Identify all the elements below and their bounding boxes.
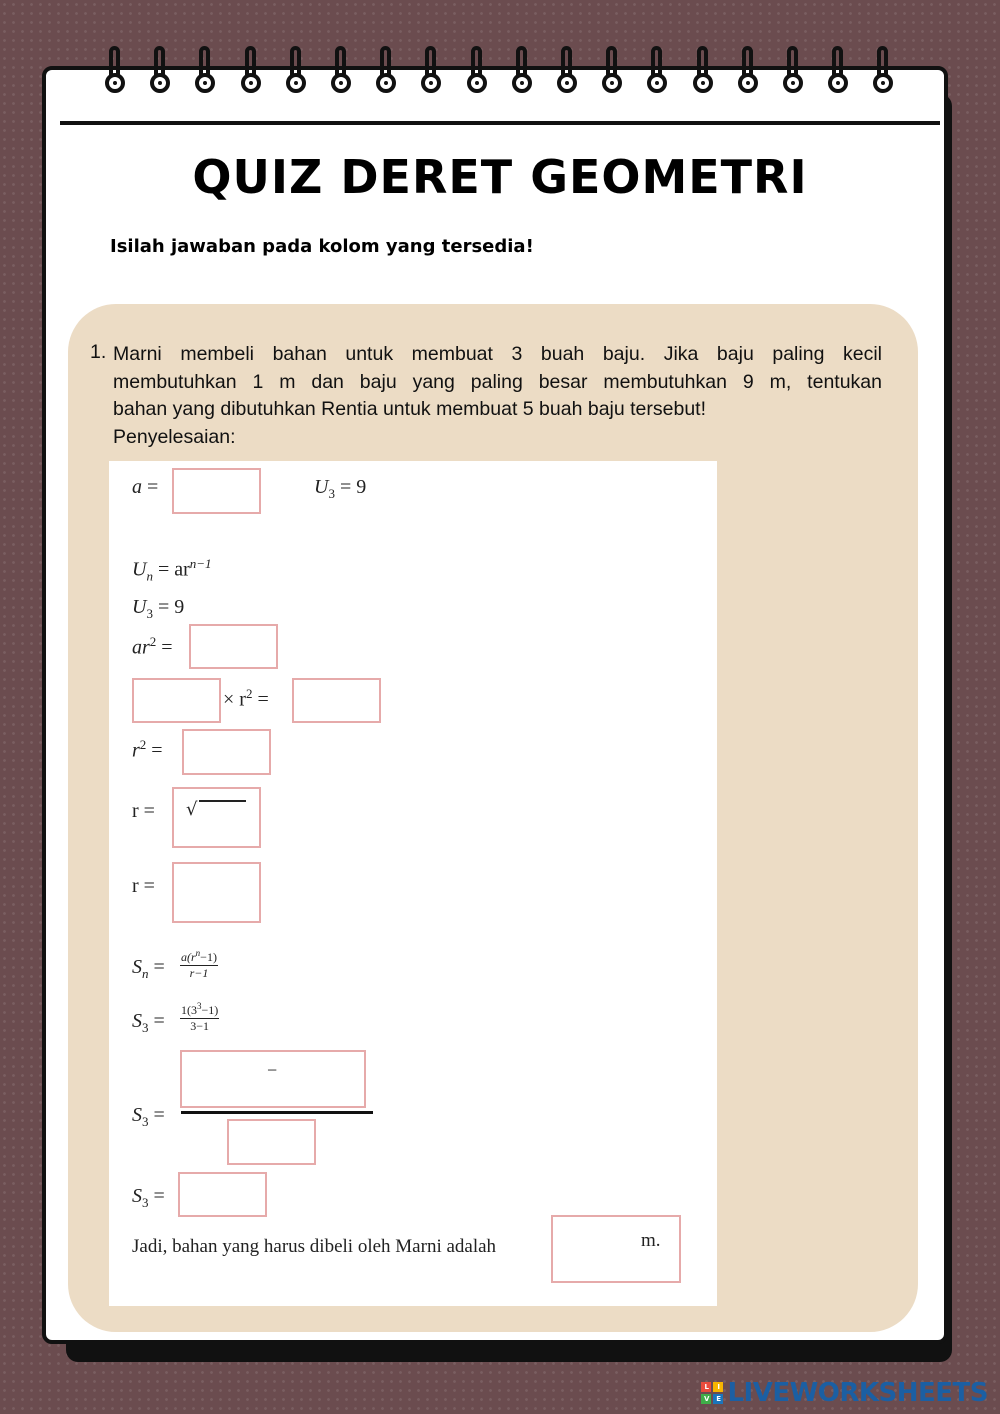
sn-label: $S_n$ =	[132, 956, 165, 981]
spiral-ring	[286, 46, 306, 94]
answer-sqrt-input[interactable]	[172, 787, 261, 848]
spiral-ring	[602, 46, 622, 94]
spiral-ring	[467, 46, 487, 94]
spiral-ring	[105, 46, 125, 94]
logo-cell: I	[713, 1382, 723, 1392]
logo-cell: V	[701, 1394, 711, 1404]
answer-a-input[interactable]	[172, 468, 261, 514]
spiral-ring	[512, 46, 532, 94]
r-label: r =	[132, 800, 155, 822]
ar2-label: $ar^2$ =	[132, 634, 173, 659]
logo-cell: L	[701, 1382, 711, 1392]
sn-fraction: $\frac{a(r^n-1)}{r-1}$	[181, 948, 217, 980]
logo-cell: E	[713, 1394, 723, 1404]
sqrt-icon: √	[186, 799, 198, 820]
spiral-ring	[693, 46, 713, 94]
instruction-text: Isilah jawaban pada kolom yang tersedia!	[110, 236, 534, 257]
spiral-ring	[738, 46, 758, 94]
spiral-ring	[241, 46, 261, 94]
s3-fraction: $\frac{1(3^3-1)}{3-1}$	[181, 1001, 219, 1033]
spiral-ring	[557, 46, 577, 94]
answer-denominator-input[interactable]	[227, 1119, 316, 1165]
answer-numerator-input[interactable]	[180, 1050, 366, 1108]
liveworksheets-logo-icon	[701, 1382, 723, 1404]
question-text	[113, 341, 882, 451]
u3-equation: $U_3 = 9$	[132, 596, 185, 621]
question-line: Penyelesaian:	[113, 425, 236, 448]
liveworksheets-watermark	[701, 1378, 988, 1408]
question-number: 1.	[90, 341, 107, 363]
question-line: Marni membeli bahan untuk membuat 3 buah baju. Jika baju paling kecil	[113, 343, 882, 365]
answer-r2-input[interactable]	[182, 729, 271, 775]
un-formula: $U_n = ar^{n-1}$	[132, 556, 212, 584]
spiral-ring	[647, 46, 667, 94]
spiral-ring	[873, 46, 893, 94]
times-r2: × $r^2$ =	[223, 686, 269, 711]
answer-a-value-input[interactable]	[132, 678, 221, 723]
minus-sign: −	[267, 1060, 278, 1080]
r-label-2: r =	[132, 875, 155, 897]
header-rule	[60, 121, 940, 125]
watermark-text: LIVEWORKSHEETS	[727, 1378, 988, 1408]
question-line: bahan yang dibutuhkan Rentia untuk membuat 5 buah baju tersebut!	[113, 398, 707, 420]
question-line: membutuhkan 1 m dan baju yang paling besar membutuhkan 9 m, tentukan	[113, 370, 882, 393]
spiral-ring	[421, 46, 441, 94]
answer-final-input[interactable]	[551, 1215, 681, 1283]
spiral-ring	[331, 46, 351, 94]
spiral-ring	[150, 46, 170, 94]
spiral-ring	[783, 46, 803, 94]
answer-ar2-input[interactable]	[189, 624, 278, 669]
spiral-ring	[376, 46, 396, 94]
s3-label-2: $S_3$ =	[132, 1104, 165, 1129]
s3-label-3: $S_3$ =	[132, 1185, 165, 1210]
fraction-bar	[181, 1111, 373, 1114]
answer-s3-input[interactable]	[178, 1172, 267, 1217]
spiral-ring	[195, 46, 215, 94]
page-title: QUIZ DERET GEOMETRI	[192, 150, 808, 204]
spiral-ring	[828, 46, 848, 94]
answer-u3-value-input[interactable]	[292, 678, 381, 723]
unit-label: m.	[641, 1230, 661, 1251]
conclusion-text: Jadi, bahan yang harus dibeli oleh Marni adalah	[132, 1236, 497, 1257]
r2-label: $r^2$ =	[132, 737, 163, 762]
answer-r-input[interactable]	[172, 862, 261, 923]
u3-given: $U_3 = 9$	[314, 476, 367, 501]
a-label: a =	[132, 476, 159, 498]
sqrt-bar	[199, 800, 246, 802]
s3-label: $S_3$ =	[132, 1010, 165, 1035]
